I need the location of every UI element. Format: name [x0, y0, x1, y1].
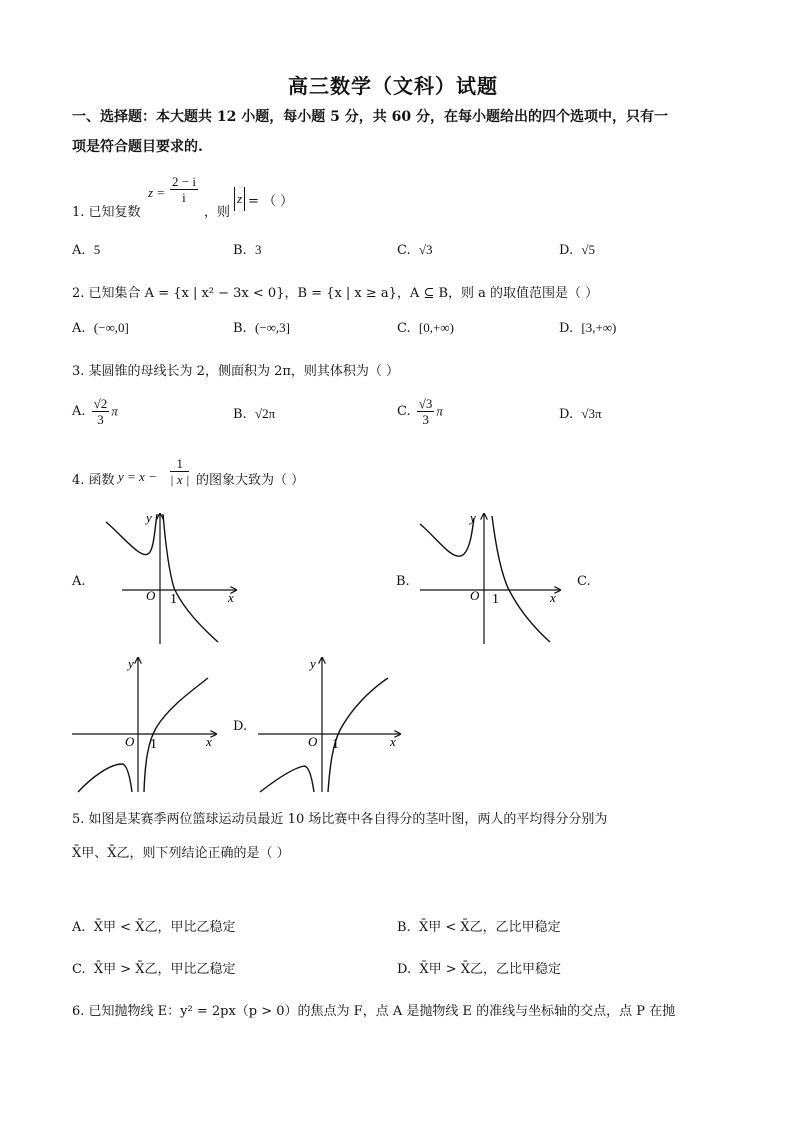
q5-option-b-value: X̄甲 < X̄乙，乙比甲稳定 [418, 920, 561, 935]
question-3-stem: 3. 某圆锥的母线长为 2，侧面积为 2π，则其体积为（ ） [72, 364, 400, 379]
q2-option-a-value: (−∞,0] [93, 320, 129, 335]
q4a-curve-right [163, 514, 218, 642]
q4c-x-label: x [206, 734, 212, 749]
q2-option-b[interactable] [233, 320, 290, 336]
q1-mid: ，则 [204, 205, 231, 220]
q5-option-d-label: D. [397, 962, 412, 977]
q4c-one-label: 1 [150, 737, 157, 752]
q1-option-d-value: √5 [581, 242, 595, 257]
q3-option-a-num: √2 [93, 396, 108, 411]
question-6-line1: 6. 已知抛物线 E：y² = 2px（p > 0）的焦点为 F，点 A 是抛物线 E 的准线与坐标轴的交点，点 P 在抛 [72, 1004, 676, 1019]
q1-option-c-label: C. [397, 243, 411, 258]
q3-option-d-label: D. [559, 407, 574, 422]
q1-option-b[interactable] [233, 242, 261, 258]
q5-option-a-label: A. [72, 920, 86, 935]
q5-option-d-value: X̄甲 > X̄乙，乙比甲稳定 [419, 962, 562, 977]
q1-option-c[interactable] [397, 242, 433, 258]
q5-option-a[interactable] [72, 916, 235, 935]
q3-option-c-num: √3 [418, 396, 433, 411]
q4-option-d-label[interactable]: D. [233, 719, 248, 734]
q2-option-a-label: A. [72, 321, 86, 336]
q4b-curve-right [492, 516, 550, 642]
q1-frac-num: 2 − i [172, 174, 196, 189]
q3-option-c-den: 3 [422, 412, 429, 427]
q5-option-a-value: X̄甲 < X̄乙，甲比乙稳定 [93, 920, 236, 935]
section-heading-line1: 一、选择题：本大题共 12 小题，每小题 5 分，共 60 分，在每小题给出的四个选项中，只有一 [72, 109, 668, 125]
q4-frac-num: 1 [170, 456, 189, 472]
q4b-one-label: 1 [492, 592, 499, 607]
q1-option-a-value: 5 [93, 242, 101, 257]
q2-option-c-value: [0,+∞) [418, 320, 454, 335]
q1-fraction [170, 174, 198, 205]
q2-option-b-label: B. [233, 321, 247, 336]
q3-option-b-label: B. [233, 407, 247, 422]
q3-option-c[interactable] [397, 396, 443, 427]
q4a-y-label: y [146, 510, 152, 525]
q3-option-b-value: √2π [254, 406, 276, 421]
q4b-x-label: x [550, 590, 556, 605]
q4c-curve-right [144, 678, 208, 792]
q4-fraction [170, 456, 189, 487]
q4d-x-label: x [390, 734, 396, 749]
q4d-y-label: y [310, 656, 316, 671]
q3-option-a-label: A. [72, 404, 86, 419]
section-heading-line2: 项是符合题目要求的. [72, 139, 203, 155]
q1-option-a[interactable] [72, 242, 100, 258]
question-5-line2: X̄甲、X̄乙，则下列结论正确的是（ ） [72, 846, 290, 861]
q2-option-c[interactable] [397, 320, 454, 336]
q4-graph-c [70, 652, 230, 794]
q4-option-c-label[interactable]: C. [577, 574, 591, 589]
q2-option-a[interactable] [72, 320, 129, 336]
q4a-one-label: 1 [170, 592, 177, 607]
question-2-stem: 2. 已知集合 A = {x | x² − 3x < 0}，B = {x | x ≥ a}，A ⊆ B，则 a 的取值范围是（ ） [72, 286, 599, 301]
q5-option-c-label: C. [72, 962, 86, 977]
q3-option-c-pi: π [436, 403, 443, 419]
q4b-curve-left [420, 518, 474, 556]
q1-prefix: 1. 已知复数 [72, 205, 141, 220]
q4a-origin-label: O [146, 588, 156, 603]
q1-option-c-value: √3 [418, 242, 433, 257]
q5-option-b[interactable] [397, 916, 561, 935]
q3-option-d-value: √3π [581, 406, 602, 421]
q3-option-a-pi: π [111, 403, 118, 419]
q1-tail: = （ ） [248, 194, 294, 209]
q1-z-eq: z = [148, 185, 166, 200]
q2-option-b-value: (−∞,3] [254, 320, 290, 335]
q4-graph-a [88, 508, 248, 648]
q4-graph-b [412, 508, 572, 648]
q1-abs-z-text: z [237, 191, 243, 206]
q4c-y-label: y [128, 656, 134, 671]
q5-option-c-value: X̄甲 > X̄乙，甲比乙稳定 [93, 962, 236, 977]
q3-option-b[interactable] [233, 406, 275, 422]
q4-func: y = x − [118, 469, 157, 484]
q2-option-d-value: [3,+∞) [581, 320, 617, 335]
q4c-curve-left [78, 764, 132, 792]
q4d-one-label: 1 [332, 737, 339, 752]
q4d-curve-right [328, 678, 388, 792]
q4b-origin-label: O [470, 588, 480, 603]
q4d-origin-label: O [308, 734, 318, 749]
q3-option-d[interactable] [559, 406, 602, 422]
q4c-origin-label: O [125, 734, 135, 749]
q1-option-b-value: 3 [254, 242, 262, 257]
page-title: 高三数学（文科）试题 [288, 74, 498, 98]
q4-option-b-label[interactable]: B. [396, 574, 410, 589]
q4d-curve-left [260, 766, 314, 792]
q1-abs-z [234, 187, 245, 211]
q4b-y-label: y [470, 510, 476, 525]
q1-option-d-label: D. [559, 243, 574, 258]
q5-option-d[interactable] [397, 958, 561, 977]
q4-prefix: 4. 函数 [72, 473, 115, 488]
q1-option-b-label: B. [233, 243, 247, 258]
q2-option-d[interactable] [559, 320, 616, 336]
q1-option-d[interactable] [559, 242, 595, 258]
q5-option-c[interactable] [72, 958, 236, 977]
question-5-line1: 5. 如图是某赛季两位篮球运动员最近 10 场比赛中各自得分的茎叶图，两人的平均得分分别为 [72, 812, 608, 827]
q3-option-a[interactable] [72, 396, 118, 427]
q4-graph-d [254, 652, 414, 794]
q4a-x-label: x [228, 590, 234, 605]
q1-frac-den: i [182, 190, 186, 205]
q1-option-a-label: A. [72, 243, 86, 258]
q2-option-d-label: D. [559, 321, 574, 336]
q4-option-a-label[interactable]: A. [72, 574, 86, 589]
q4-frac-den: | x | [170, 472, 190, 487]
q5-option-b-label: B. [397, 920, 411, 935]
q3-option-a-den: 3 [97, 412, 104, 427]
q4-tail: 的图象大致为（ ） [196, 473, 305, 488]
q3-option-c-label: C. [397, 404, 411, 419]
q2-option-c-label: C. [397, 321, 411, 336]
